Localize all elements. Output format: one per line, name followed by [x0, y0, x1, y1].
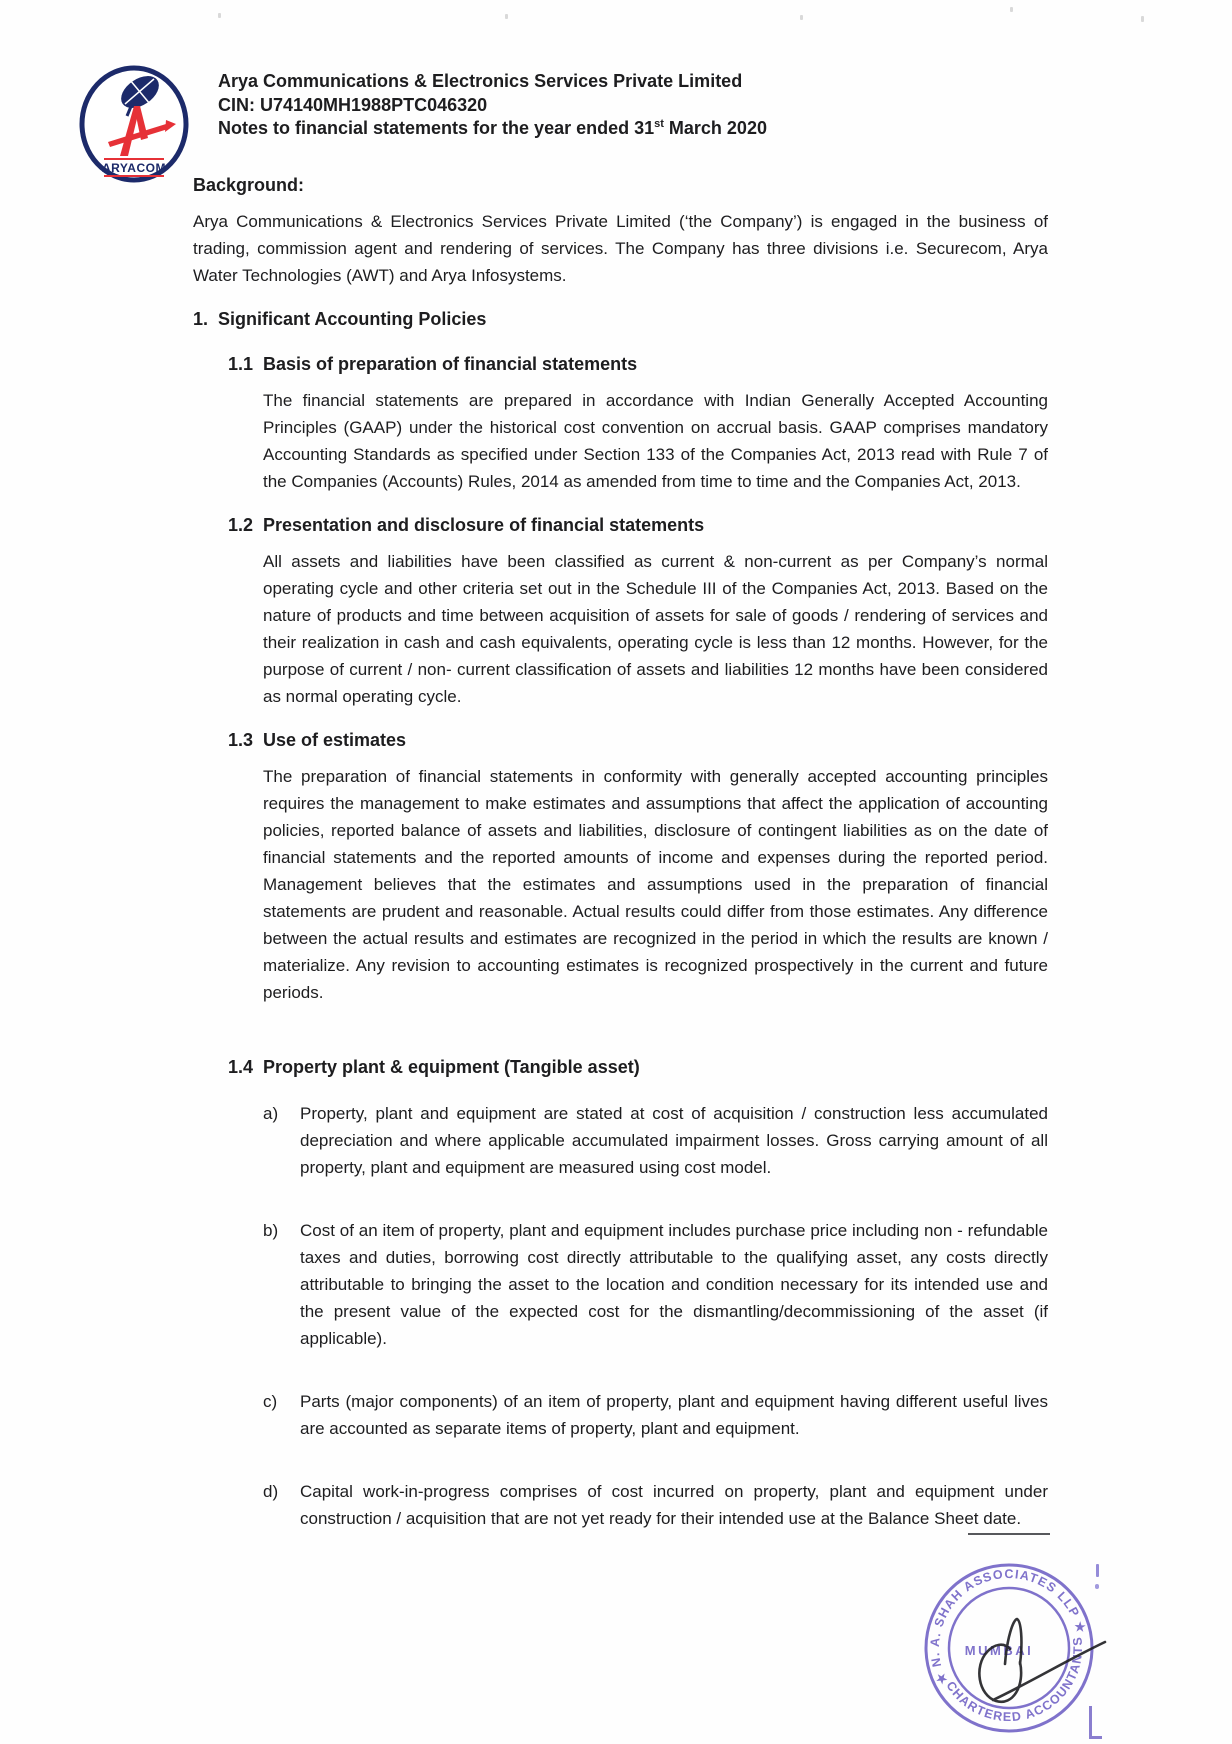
subsection-1-4-number: 1.4 — [228, 1056, 254, 1077]
subsection-1-3-number: 1.3 — [228, 729, 254, 750]
document-title — [218, 117, 1048, 141]
list-marker-d: d) — [263, 1481, 279, 1501]
section-1-number: 1. — [193, 308, 209, 329]
list-marker-b: b) — [263, 1220, 279, 1240]
subsection-1-2-number: 1.2 — [228, 514, 254, 535]
scan-speck — [800, 15, 803, 20]
subsection-1-1-heading — [228, 351, 1048, 378]
background-heading: Background: — [193, 174, 305, 195]
stamp-firm-type: CHARTERED ACCOUNTANTS — [943, 1635, 1086, 1725]
list-marker-c: c) — [263, 1391, 278, 1411]
list-item-d-text: Capital work-in-progress comprises of cost incurred on property, plant and equipment under construction / acquisition that are not yet ready for their intended use at the Balance Sheet date. — [300, 1481, 1048, 1528]
company-name: Arya Communications & Electronics Services Private Limited — [218, 71, 743, 91]
scan-speck — [1141, 16, 1144, 22]
stamp-city: MUMBAI — [964, 1643, 1034, 1658]
list-item-c — [263, 1388, 1048, 1459]
subsection-1-2-paragraph: All assets and liabilities have been classified as current & non-current as per Company’s normal operating cycle and other criteria set out in the Schedule III of the Companies Act, 2013. Based on the nature of products and time between acquisition of assets for sale of goods / rendering of services and their realization in cash and cash equivalents, operating cycle is less than 12 months. However, for the purpose of current / non- current classification of assets and liabilities 12 months have been considered as normal operating cycle. — [263, 551, 1048, 706]
subsection-1-2-title: Presentation and disclosure of financial statements — [263, 514, 705, 535]
company-cin: CIN: U74140MH1988PTC046320 — [218, 94, 488, 115]
list-item-b-text: Cost of an item of property, plant and equipment includes purchase price including non - refundable taxes and duties, borrowing cost directly attributable to the qualifying asset, any costs directly attributable to bringing the asset to the location and condition necessary for its intended use and the present value of the expected cost for the dismantling/decommissioning of the asset (if applicable). — [300, 1220, 1048, 1348]
subsection-1-3-paragraph: The preparation of financial statements in conformity with generally accepted accounting principles requires the management to make estimates and assumptions that affect the application of accounting policies, reported balance of assets and liabilities, disclosure of contingent liabilities as on the date of financial statements and the reported amounts of income and expenses during the reported period. Management believes that the estimates and assumptions used in the preparation of financial statements are prudent and reasonable. Actual results could differ from those estimates. Any difference between the actual results and estimates are recognized in the period in which the results are known / materialize. Any revision to accounting estimates is recognized prospectively in the current and future periods. — [263, 766, 1048, 1002]
logo-wordmark: ARYACOM — [102, 161, 166, 175]
document-title-date: March 2020 — [663, 118, 767, 138]
subsection-1-3-heading — [228, 727, 1048, 754]
list-item-c-text: Parts (major components) of an item of property, plant and equipment having different useful lives are accounted as separate items of property, plant and equipment. — [300, 1391, 1048, 1438]
aryacom-logo — [78, 64, 190, 184]
logo-underline — [104, 158, 164, 160]
list-item-a-text: Property, plant and equipment are stated at cost of acquisition / construction less accumulated depreciation and where applicable accumulated impairment losses. Gross carrying amount of all property, plant and equipment are measured using cost model. — [300, 1103, 1048, 1177]
subsection-1-2-heading — [228, 512, 1048, 539]
scan-speck — [1010, 7, 1013, 12]
list-item-b — [263, 1217, 1048, 1369]
subsection-1-1-paragraph: The financial statements are prepared in accordance with Indian Generally Accepted Accounting Principles (GAAP) under the historical cost convention on accrual basis. GAAP comprises mandatory Accounting Standards as specified under Section 133 of the Companies Act, 2013 read with Rule 7 of the Companies (Accounts) Rules, 2014 as amended from time to time and the Companies Act, 2013. — [263, 390, 1048, 491]
stamp-firm-name: ★ N. A. SHAH ASSOCIATES LLP ★ — [927, 1566, 1089, 1687]
scan-speck — [218, 13, 221, 18]
section-1-title: Significant Accounting Policies — [218, 308, 487, 329]
document-title-text: Notes to financial statements for the year ended 31 — [218, 118, 655, 138]
subsection-1-1-title: Basis of preparation of financial statements — [263, 353, 638, 374]
list-item-d — [263, 1478, 1048, 1549]
subsection-1-3-title: Use of estimates — [263, 729, 407, 750]
subsection-1-4-title: Property plant & equipment (Tangible asset) — [263, 1056, 640, 1077]
pen-underline-mark — [968, 1533, 1050, 1535]
date-ordinal-superscript: st — [654, 118, 664, 130]
logo-underline-2 — [104, 175, 164, 177]
list-marker-a: a) — [263, 1103, 279, 1123]
chartered-accountants-stamp — [917, 1556, 1117, 1744]
subsection-1-1-number: 1.1 — [228, 353, 254, 374]
background-paragraph: Arya Communications & Electronics Services Private Limited (‘the Company’) is engaged in the business of trading, commission agent and rendering of services. The Company has three divisions i.e. Securecom, Arya Water Technologies (AWT) and Arya Infosystems. — [193, 211, 1048, 285]
scan-speck — [505, 14, 508, 19]
subsection-1-4-heading — [228, 1054, 1048, 1081]
aryacom-logo-graphic — [78, 64, 190, 184]
section-1-heading — [193, 306, 1048, 333]
stamp-graphic — [917, 1556, 1117, 1744]
list-item-a — [263, 1100, 1048, 1198]
document-header — [218, 0, 1048, 141]
